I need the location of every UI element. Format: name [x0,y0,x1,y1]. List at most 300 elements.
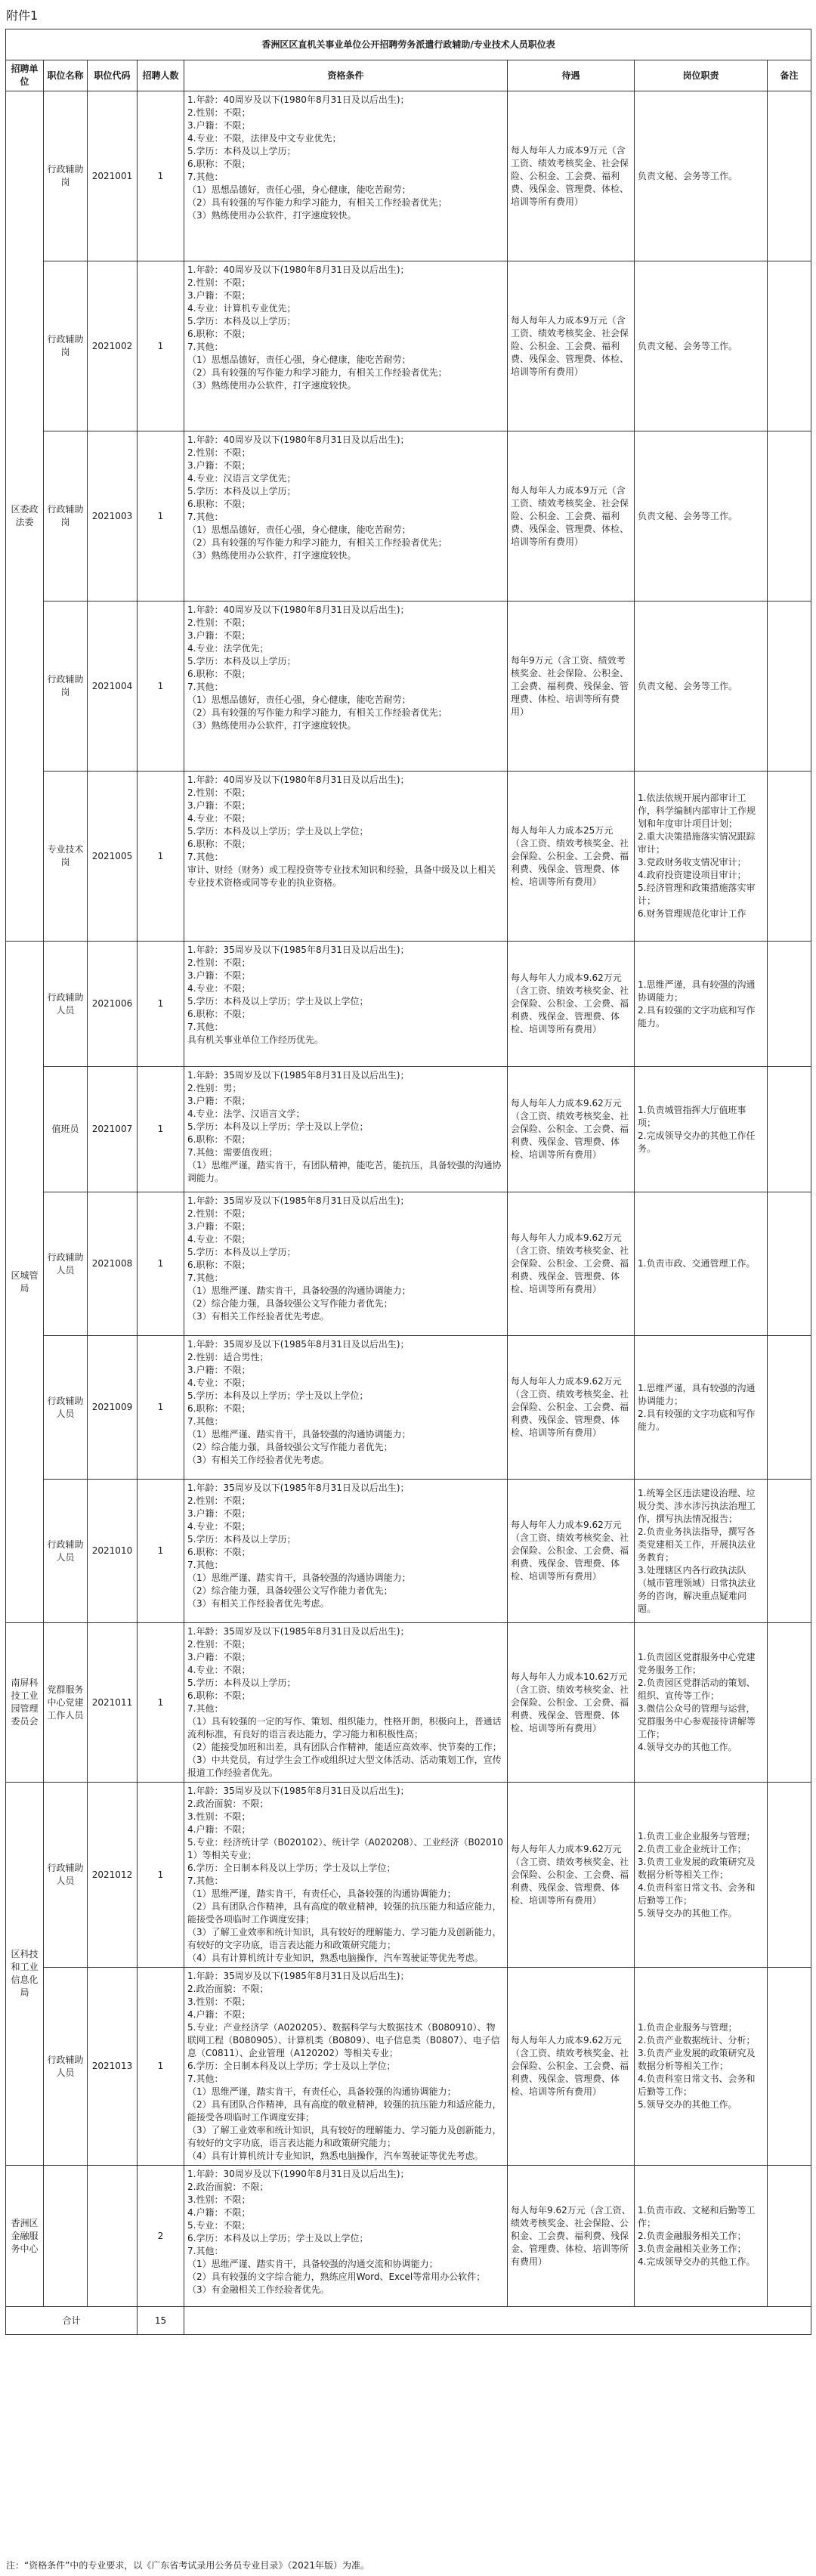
duty-line: 1.依法依规开展内部审计工作，科学编制内部审计工作规划和年度审计项目计划； [638,793,756,829]
qualification-line: 7.其他： [187,1876,224,1886]
cell-duty [635,1968,768,2166]
qualification-line: 6.职称：不限； [187,499,251,509]
qualification-line: 4.专业：法学优先； [187,643,269,654]
cell-count: 1 [138,1623,184,1783]
qualification-line: 2.政治面貌：不限； [187,1984,269,1994]
table-row [6,1480,811,1623]
qualification-line: 7.其他： [187,2246,224,2256]
qualification-line: 7.其他： [187,1273,224,1283]
qualification-line: 2.性别：不限； [187,1639,251,1650]
qualification-line: （4）具有计算机统计专业知识，熟悉电脑操作，汽车驾驶证等优先考虑。 [187,1953,484,1963]
duty-line: 3.处理辖区内各行政执法队（城市管理领域）日常执法业务的咨询，解决重点疑难问题。 [638,1564,756,1614]
qualification-line: 5.学历：本科及以上学历； [187,146,296,156]
qualification-line: 4.专业：不限； [187,983,251,994]
cell-code: 2021007 [88,1067,138,1192]
qualification-line: 5.学历：本科及以上学历； [187,486,296,496]
cell-qualification [184,772,508,942]
cell-count: 2 [138,2166,184,2307]
qualification-line: 3.户籍：不限； [187,290,251,301]
qualification-line: 3.户籍：不限； [187,460,251,471]
header-duty: 岗位职责 [635,60,768,91]
header-unit: 招聘单位 [6,60,44,91]
qualification-line: 4.专业：不限； [187,1665,251,1675]
qualification-line: （1）思想品德好，责任心强，身心健康，能吃苦耐劳； [187,184,411,195]
cell-count: 1 [138,1783,184,1968]
qualification-line: 3.户籍：不限； [187,1365,251,1375]
cell-count: 1 [138,1336,184,1480]
duty-line: 3.负责产业发展的政策研究及数据分析等相关工作； [638,2048,756,2071]
cell-duty [635,91,768,261]
duty-line: 负责文秘、会务等工作。 [638,510,738,521]
qualification-line: （1）思维严谨，踏实肯干，有团队精神，能吃苦，能抗压，具备较强的沟通协调能力。 [187,1160,502,1183]
qualification-line: 5.学历：本科及以上学历； [187,1534,296,1545]
qualification-line: 7.其他： [187,1022,224,1032]
duty-line: 2.完成领导交办的其他工作任务。 [638,1130,756,1154]
total-row [6,2307,811,2335]
footnote: 注：“资格条件”中的专业要求，以《广东省考试录用公务员专业目录》（2021年版）为准。 [6,2560,369,2571]
cell-pay: 每人每年人力成本9万元（含工资、绩效考核奖金、社会保险、公积金、工会费、福利费、残保金、管理费、体检、培训等所有费用） [508,261,635,431]
qualification-line: （3）有相关工作经验者优先考虑。 [187,1311,329,1322]
qualification-line: 7.其他： [187,1416,224,1427]
cell-unit: 区委政法委 [6,91,44,942]
cell-qualification [184,431,508,601]
cell-unit: 香洲区金融服务中心 [6,2166,44,2307]
qualification-line: 6.职称：不限； [187,159,251,169]
qualification-line: （2）具有较强的写作能力和学习能力，有相关工作经验者优先； [187,707,447,718]
table-row [6,1783,811,1968]
qualification-line: 1.年龄：35周岁及以下(1985年8月31日及以后出生)； [187,1195,410,1206]
qualification-line: （2）具有团队合作精神，具有高度的敬业精神，较强的抗压能力和适应能力，能接受各项临时工作调度安排； [187,1901,502,1925]
cell-qualification [184,1480,508,1623]
qualification-line: 1.年龄：40周岁及以下(1980年8月31日及以后出生)； [187,434,410,445]
qualification-line: 5.学历：本科及以上学历；学士及以上学位； [187,1121,369,1132]
qualification-line: 6.职称：不限； [187,1547,251,1557]
table-row [6,431,811,601]
duty-line: 4.领导交办的其他工作。 [638,1742,737,1752]
table-row [6,601,811,772]
duty-line: 4.负责科室日常文书、会务和后勤等工作； [638,1882,756,1906]
qualification-line: 3.户籍：不限； [187,970,251,981]
qualification-line: 6.职称：不限； [187,1260,251,1270]
qualification-line: 4.专业：不限； [187,1234,251,1245]
qualification-line: 3.性别：不限； [187,1996,251,2007]
duty-line: 2.负责产业数据统计、分析； [638,2035,756,2046]
cell-code: 2021011 [88,1623,138,1783]
qualification-line: 2.政治面貌：不限； [187,1798,269,1809]
qualification-line: 7.其他： [187,342,224,352]
qualification-line: 3.户籍：不限； [187,120,251,131]
job-table [5,29,811,2335]
qualification-line: （1）具有较强的一定的写作、策划、组织能力，性格开朗，积极向上，普通话流利标准，有良好的语言表达能力，学习能力和积极性高； [187,1716,502,1739]
cell-count: 1 [138,1067,184,1192]
qualification-line: （3）有金融相关工作经验者优先。 [187,2284,329,2295]
cell-count: 1 [138,431,184,601]
qualification-line: 4.专业：法学、汉语言文学； [187,1109,305,1119]
qualification-line: （2）综合能力强，具备较强公文写作能力者优先； [187,1442,393,1452]
qualification-line: 5.专业：产业经济学（A020205）、数据科学与大数据技术（B080910）、物联网工程（B080905）、计算机类（B0809）、电子信息类（B0807）、电子信息（C0811）、企业管理（A120202）等相关专业； [187,2022,500,2058]
header-remark: 备注 [768,60,811,91]
qualification-line: 2.性别：不限； [187,787,251,798]
qualification-line: 2.性别：不限； [187,107,251,118]
table-row [6,772,811,942]
total-blank [184,2307,811,2335]
duty-line: 5.经济管理和政策措施落实审计； [638,883,756,906]
duty-line: 6.财务管理规范化审计工作 [638,908,746,919]
cell-position-name: 行政辅助岗 [44,431,88,601]
cell-qualification [184,1192,508,1336]
qualification-line: （2）具有较强的写作能力和学习能力，有相关工作经验者优先； [187,367,447,378]
qualification-line: 7.其他： [187,512,224,522]
duty-line: 1.思维严谨，具有较强的沟通协调能力； [638,1382,756,1406]
qualification-line: 4.户籍：不限； [187,1824,251,1835]
qualification-line: 7.其他： [187,852,224,862]
qualification-line: （1）思维严谨、踏实肯干，具备较强的沟通协调能力； [187,1573,411,1583]
duty-line: 1.统筹全区违法建设治理、垃圾分类、涉水涉污执法治理工作，撰写执法情况报告； [638,1487,756,1524]
table-row [6,942,811,1067]
qualification-line: 5.学历：本科及以上学历；学士及以上学位； [187,826,369,837]
duty-line: 1.负责市政、文秘和后勤等工作； [638,2204,756,2228]
cell-code: 2021002 [88,261,138,431]
header-count: 招聘人数 [138,60,184,91]
qualification-line: （3）熟练使用办公软件，打字速度较快。 [187,210,357,221]
header-pay: 待遇 [508,60,635,91]
cell-duty [635,431,768,601]
total-label: 合计 [6,2307,138,2335]
cell-code [88,2166,138,2307]
qualification-line: 1.年龄：35周岁及以下(1985年8月31日及以后出生)； [187,1070,410,1081]
cell-count: 1 [138,772,184,942]
qualification-line: 6.职称：不限； [187,329,251,339]
qualification-line: 7.其他： [187,1703,224,1714]
cell-count: 1 [138,601,184,772]
qualification-line: 1.年龄：40周岁及以下(1980年8月31日及以后出生)； [187,605,410,615]
cell-position-name: 专业技术岗 [44,772,88,942]
qualification-line: 1.年龄：40周岁及以下(1980年8月31日及以后出生)； [187,775,410,785]
qualification-line: 6.职称：不限； [187,1403,251,1414]
cell-unit: 南屏科技工业园管理委员会 [6,1623,44,1783]
qualification-line: 1.年龄：40周岁及以下(1980年8月31日及以后出生)； [187,94,410,105]
qualification-line: 6.职称：不限； [187,839,251,849]
duty-line: 3.微信公众号的管理与运营，党群服务中心参观接待讲解等工作； [638,1703,756,1739]
cell-remark [768,431,811,601]
cell-pay: 每年9万元（含工资、绩效考核奖金、社会保险、公积金、工会费、福利费、残保金、管理费、体检、培训等所有费用） [508,601,635,772]
cell-code: 2021008 [88,1192,138,1336]
qualification-line: （3）有相关工作经验者优先考虑。 [187,1455,329,1465]
qualification-line: 4.专业：不限，法律及中文专业优先； [187,133,342,144]
qualification-line: （2）具有较强的写作能力和学习能力，有相关工作经验者优先； [187,537,447,548]
qualification-line: （1）思维严谨，踏实肯干，有责任心，具备较强的沟通协调能力； [187,1888,456,1899]
cell-duty [635,261,768,431]
cell-remark [768,1968,811,2166]
duty-line: 2.具有较强的文字功底和写作能力。 [638,1408,756,1432]
qualification-line: 5.学历：本科及以上学历；学士及以上学位； [187,996,369,1007]
qualification-line: 4.专业：计算机专业优先； [187,303,296,314]
cell-position-name [44,2166,88,2307]
cell-qualification [184,91,508,261]
qualification-line: （3）有相关工作经验者优先考虑。 [187,1598,329,1609]
cell-duty [635,1480,768,1623]
cell-count: 1 [138,91,184,261]
cell-code: 2021005 [88,772,138,942]
cell-qualification [184,1623,508,1783]
table-row [6,1192,811,1336]
attachment-label: 附件1 [6,8,39,23]
cell-duty [635,601,768,772]
qualification-line: （2）具有团队合作精神，具有高度的敬业精神，较强的抗压能力和适应能力，能接受各项临时工作调度安排； [187,2099,502,2123]
cell-qualification [184,2166,508,2307]
qualification-line: 3.户籍：不限； [187,1652,251,1662]
qualification-line: 2.性别：男； [187,1083,242,1093]
cell-duty [635,2166,768,2307]
table-title: 香洲区区直机关事业单位公开招聘劳务派遣行政辅助/专业技术人员职位表 [6,29,811,60]
duty-line: 5.领导交办的其他工作。 [638,2099,737,2110]
cell-qualification [184,1067,508,1192]
duty-line: 2.负责工业企业统计工作； [638,1843,746,1854]
qualification-line: （1）思维严谨，踏实肯干，有责任心，具备较强的沟通协调能力； [187,2086,456,2097]
cell-remark [768,1480,811,1623]
header-qualification: 资格条件 [184,60,508,91]
cell-code: 2021010 [88,1480,138,1623]
cell-pay: 每人每年人力成本9.62万元（含工资、绩效考核奖金、社会保险、公积金、工会费、福利费、残保金、管理费、体检、培训等所有费用） [508,1968,635,2166]
cell-pay: 每人每年人力成本9万元（含工资、绩效考核奖金、社会保险、公积金、工会费、福利费、残保金、管理费、体检、培训等所有费用） [508,91,635,261]
cell-position-name: 行政辅助岗 [44,261,88,431]
qualification-line: 1.年龄：35周岁及以下(1985年8月31日及以后出生)； [187,945,410,955]
header-name: 职位名称 [44,60,88,91]
qualification-line: （1）思维严谨、踏实肯干，具备较强的沟通协调能力； [187,1285,411,1296]
cell-remark [768,772,811,942]
duty-line: 负责文秘、会务等工作。 [638,680,738,691]
qualification-line: 5.学历：本科及以上学历； [187,1247,296,1257]
cell-pay: 每人每年人力成本9.62万元（含工资、绩效考核奖金、社会保险、公积金、工会费、福利费、残保金、管理费、体检、培训等所有费用） [508,1480,635,1623]
qualification-line: （3）熟练使用办公软件，打字速度较快。 [187,380,357,391]
cell-pay: 每人每年人力成本9.62万元（含工资、绩效考核奖金、社会保险、公积金、工会费、福利费、残保金、管理费、体检、培训等所有费用） [508,942,635,1067]
qualification-line: 2.性别：不限； [187,447,251,458]
qualification-line: 具有机关事业单位工作经历优先。 [187,1034,324,1045]
cell-code: 2021013 [88,1968,138,2166]
cell-count: 1 [138,1480,184,1623]
cell-pay: 每人每年人力成本9.62万元（含工资、绩效考核奖金、社会保险、公积金、工会费、福利费、残保金、管理费、体检、培训等所有费用） [508,1192,635,1336]
duty-line: 3.负责金融相关业务工作； [638,2243,746,2254]
cell-code: 2021001 [88,91,138,261]
cell-position-name: 行政辅助人员 [44,1783,88,1968]
qualification-line: 3.户籍：不限； [187,630,251,641]
qualification-line: 3.性别：不限； [187,2194,251,2205]
cell-count: 1 [138,1192,184,1336]
duty-line: 4.完成领导交办的其他工作。 [638,2256,756,2267]
qualification-line: 5.学历：本科及以上学历； [187,316,296,326]
qualification-line: （2）综合能力强，具备较强公文写作能力者优先； [187,1585,393,1596]
qualification-line: 4.户籍：不限； [187,2207,251,2218]
cell-pay: 每人每年人力成本9.62万元（含工资、绩效考核奖金、社会保险、公积金、工会费、福利费、残保金、管理费、体检、培训等所有费用） [508,1067,635,1192]
qualification-line: 4.专业：不限； [187,1378,251,1388]
duty-line: 2.具有较强的文字功底和写作能力。 [638,1004,756,1028]
cell-remark [768,1067,811,1192]
duty-line: 负责文秘、会务等工作。 [638,170,738,181]
cell-unit: 区城管局 [6,942,44,1623]
cell-qualification [184,261,508,431]
cell-position-name: 行政辅助岗 [44,91,88,261]
qualification-line: 7.其他： [187,172,224,182]
cell-code: 2021009 [88,1336,138,1480]
qualification-line: 2.性别：不限； [187,1208,251,1219]
cell-remark [768,261,811,431]
qualification-line: 7.其他：需要值夜班； [187,1147,278,1158]
qualification-line: （3）了解工业效率和统计知识，具有较好的理解能力、学习能力及创新能力，有较好的文字功底，语言表达能力和政策研究能力； [187,2125,502,2148]
qualification-line: 5.专业：经济统计学（B020102）、统计学（A020208）、工业经济（B020101）等相关专业； [187,1837,503,1860]
qualification-line: （3）熟练使用办公软件，打字速度较快。 [187,720,357,731]
qualification-line: 6.职称：不限； [187,1690,251,1701]
qualification-line: 1.年龄：35周岁及以下(1985年8月31日及以后出生)； [187,1971,410,1981]
qualification-line: 4.户籍：不限； [187,2009,251,2020]
cell-remark [768,601,811,772]
cell-count: 1 [138,1968,184,2166]
duty-line: 5.领导交办的其他工作。 [638,1907,737,1919]
cell-unit: 区科技和工业信息化局 [6,1783,44,2166]
qualification-line: （3）了解工业效率和统计知识，具有较好的理解能力、学习能力及创新能力，有较好的文字功底，语言表达能力和政策研究能力； [187,1927,502,1950]
cell-count: 1 [138,942,184,1067]
cell-qualification [184,601,508,772]
qualification-line: 2.性别：不限； [187,617,251,628]
cell-pay: 每人每年人力成本9.62万元（含工资、绩效考核奖金、社会保险、公积金、工会费、福利费、残保金、管理费、体检、培训等所有费用） [508,1783,635,1968]
qualification-line: 2.性别：不限； [187,1495,251,1506]
qualification-line: （2）具有较强的文字综合能力，熟练应用Word、Excel等常用办公软件； [187,2271,486,2282]
qualification-line: （4）具有计算机统计专业知识，熟悉电脑操作，汽车驾驶证等优先考虑。 [187,2151,484,2161]
cell-code: 2021006 [88,942,138,1067]
title-row [6,29,811,60]
cell-duty [635,1067,768,1192]
qualification-line: 4.专业：不限； [187,813,251,824]
cell-remark [768,942,811,1067]
cell-duty [635,1336,768,1480]
qualification-line: 6.学历：本科及以上学历；学士及以上学位； [187,2233,369,2244]
qualification-line: （2）具有较强的写作能力和学习能力，有相关工作经验者优先； [187,197,447,208]
qualification-line: （3）熟练使用办公软件，打字速度较快。 [187,550,357,561]
cell-qualification [184,942,508,1067]
cell-position-name: 行政辅助人员 [44,1968,88,2166]
qualification-line: （2）能接受加班和出差，具有团队合作精神，能适应高效率、快节奏的工作； [187,1742,502,1752]
table-row [6,1623,811,1783]
table-row [6,1336,811,1480]
cell-pay: 每人每年9.62万元（含工资、绩效考核奖金、社会保险、公积金、工会费、福利费、残保金、管理费、体检、培训等所有费用） [508,2166,635,2307]
qualification-line: （1）思想品德好，责任心强，身心健康，能吃苦耐劳； [187,524,411,535]
cell-duty [635,1783,768,1968]
qualification-line: （1）思想品德好，责任心强，身心健康，能吃苦耐劳； [187,354,411,365]
duty-line: 负责文秘、会务等工作。 [638,340,738,351]
cell-position-name: 值班员 [44,1067,88,1192]
cell-remark [768,1623,811,1783]
duty-line: 1.负责企业服务与管理； [638,2022,737,2033]
cell-duty [635,772,768,942]
qualification-line: 6.职称：不限； [187,1134,251,1145]
qualification-line: 1.年龄：35周岁及以下(1985年8月31日及以后出生)； [187,1626,410,1637]
qualification-line: 7.其他： [187,682,224,692]
cell-position-name: 行政辅助人员 [44,1192,88,1336]
qualification-line: 1.年龄：35周岁及以下(1985年8月31日及以后出生)； [187,1339,410,1350]
cell-qualification [184,1783,508,1968]
cell-duty [635,942,768,1067]
duty-line: 2.负责金融服务相关工作； [638,2230,746,2241]
qualification-line: （2）综合能力强，具备较强公文写作能力者优先； [187,1298,393,1309]
qualification-line: 2.性别：不限； [187,957,251,968]
qualification-line: 2.政治面貌：不限； [187,2182,269,2192]
cell-remark [768,1192,811,1336]
duty-line: 1.负责工业企业服务与管理； [638,1830,756,1842]
qualification-line: （1）思维严谨、踏实肯干，具备较强的沟通协调能力； [187,1429,411,1440]
cell-position-name: 行政辅助人员 [44,942,88,1067]
duty-line: 4.政府投资建设项目审计； [638,870,746,880]
cell-remark [768,91,811,261]
qualification-line: 3.户籍：不限； [187,1096,251,1106]
table-row [6,261,811,431]
cell-duty [635,1623,768,1783]
qualification-line: 5.学历：本科及以上学历；学士及以上学位； [187,1390,369,1401]
qualification-line: 5.专业：不限； [187,2220,251,2231]
qualification-line: 1.年龄：30周岁及以下(1990年8月31日及以后出生)； [187,2169,410,2179]
qualification-line: 7.其他： [187,2073,224,2084]
cell-position-name: 行政辅助岗 [44,601,88,772]
cell-qualification [184,1336,508,1480]
duty-line: 1.负责园区党群服务中心党建党务服务工作； [638,1652,756,1675]
qualification-line: 6.学历：全日制本科及以上学历；学士及以上学位； [187,1863,396,1873]
cell-remark [768,1336,811,1480]
duty-line: 1.思维严谨，具有较强的沟通协调能力； [638,979,756,1003]
qualification-line: 3.性别：不限； [187,1811,251,1822]
cell-remark [768,2166,811,2307]
qualification-line: （1）思维严谨、踏实肯干，具备较强的沟通交流和协调能力； [187,2259,438,2269]
qualification-line: （3）中共党员，有过学生会工作或组织过大型文体活动、活动策划工作，宣传报道工作经验者优先。 [187,1755,502,1778]
qualification-line: 6.职称：不限； [187,669,251,679]
qualification-line: 3.户籍：不限； [187,1508,251,1519]
table-row [6,91,811,261]
qualification-line: 5.学历：本科及以上学历； [187,656,296,666]
qualification-line: 审计、财经（财务）或工程投资等专业技术知识和经验，具备中级及以上相关专业技术资格或同等专业的执业资格。 [187,864,496,888]
cell-pay: 每人每年人力成本25万元（含工资、绩效考核奖金、社会保险、公积金、工会费、福利费、残保金、管理费、体检、培训等所有费用） [508,772,635,942]
cell-position-name: 党群服务中心党建工作人员 [44,1623,88,1783]
cell-code: 2021012 [88,1783,138,1968]
qualification-line: 6.学历：全日制本科及以上学历；学士及以上学位； [187,2061,396,2071]
qualification-line: 4.专业：不限； [187,1521,251,1532]
qualification-line: 7.其他： [187,1560,224,1570]
duty-line: 4.负责科室日常文书、会务和后勤等工作； [638,2073,756,2097]
duty-line: 2.负责业务执法指导，撰写各类党建相关工作，开展执法业务教育； [638,1526,756,1563]
cell-duty [635,1192,768,1336]
cell-qualification [184,1968,508,2166]
duty-line: 1.负责市政、交通管理工作。 [638,1258,756,1269]
cell-pay: 每人每年人力成本9万元（含工资、绩效考核奖金、社会保险、公积金、工会费、福利费、残保金、管理费、体检、培训等所有费用） [508,431,635,601]
duty-line: 3.党政财务收支情况审计； [638,857,746,867]
qualification-line: 5.学历：本科及以上学历； [187,1678,296,1688]
cell-position-name: 行政辅助人员 [44,1336,88,1480]
cell-pay: 每人每年人力成本9.62万元（含工资、绩效考核奖金、社会保险、公积金、工会费、福利费、残保金、管理费、体检、培训等所有费用） [508,1336,635,1480]
qualification-line: 3.户籍：不限； [187,1221,251,1232]
table-row [6,1968,811,2166]
qualification-line: 4.专业：汉语言文学优先； [187,473,296,484]
qualification-line: 6.职称：不限； [187,1009,251,1019]
total-count: 15 [138,2307,184,2335]
duty-line: 3.负责工业发展的政策研究及数据分析等相关工作； [638,1856,756,1880]
qualification-line: 2.性别：不限； [187,277,251,288]
qualification-line: 1.年龄：40周岁及以下(1980年8月31日及以后出生)； [187,264,410,275]
qualification-line: （1）思想品德好，责任心强，身心健康，能吃苦耐劳； [187,694,411,705]
cell-count: 1 [138,261,184,431]
table-row [6,2166,811,2307]
qualification-line: 1.年龄：35周岁及以下(1985年8月31日及以后出生)； [187,1483,410,1493]
cell-remark [768,1783,811,1968]
qualification-line: 1.年龄：35周岁及以下(1985年8月31日及以后出生)； [187,1786,410,1796]
qualification-line: 3.户籍：不限； [187,800,251,811]
cell-code: 2021004 [88,601,138,772]
qualification-line: 2.性别：适合男性； [187,1352,269,1362]
